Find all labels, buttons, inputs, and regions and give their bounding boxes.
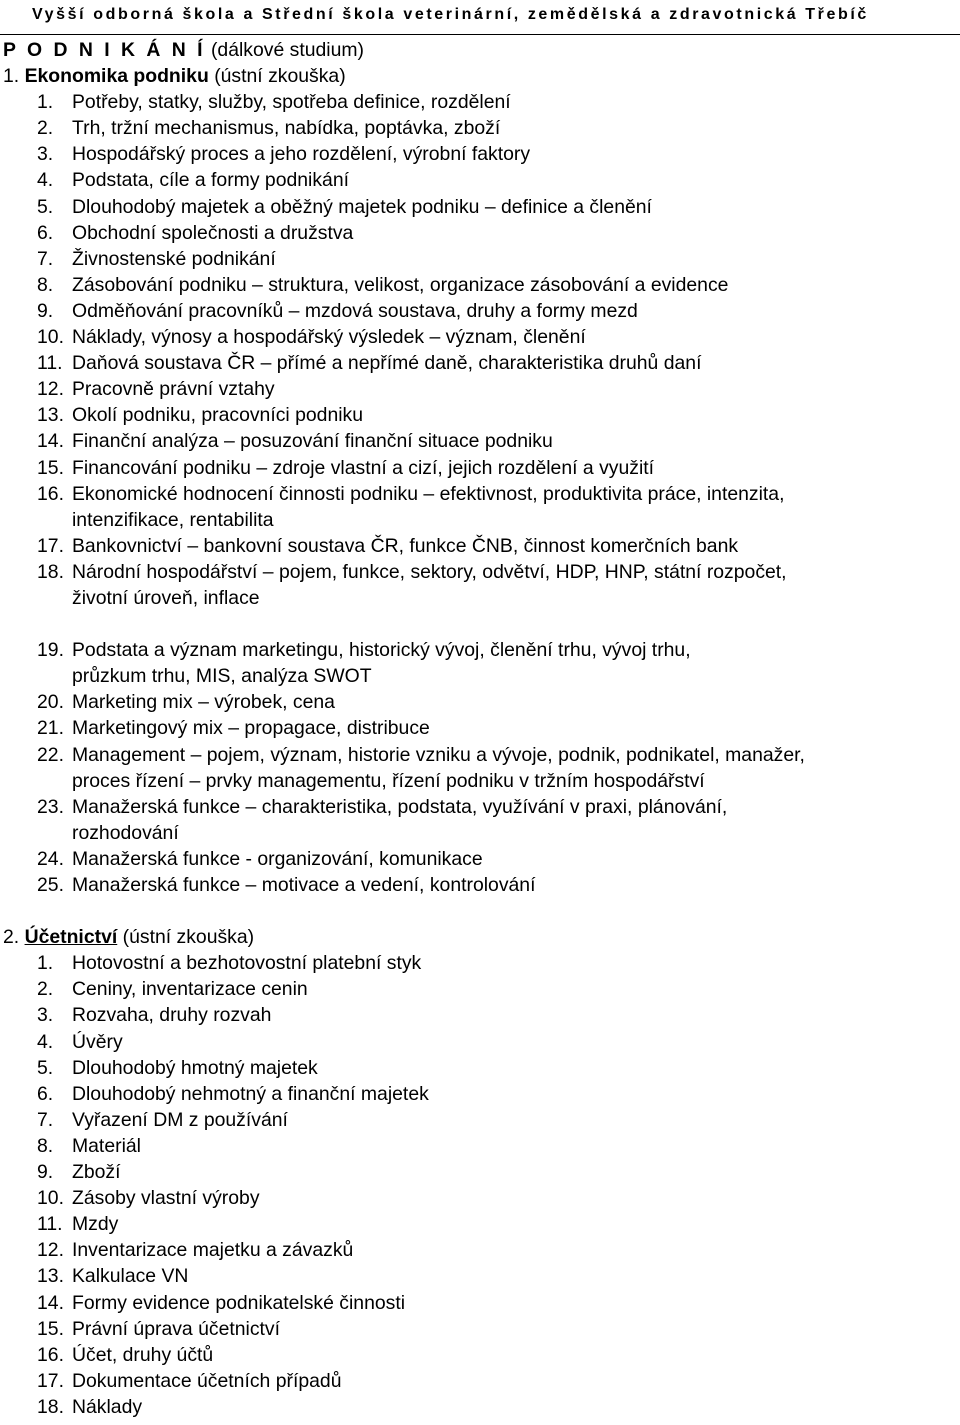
list-item-line	[0, 1394, 960, 1420]
list-item-line	[0, 1368, 960, 1394]
list-item-continuation	[0, 585, 960, 611]
list-item-continuation	[0, 768, 960, 794]
list-item-number: 13.	[37, 1265, 64, 1288]
list-item-number: 16.	[37, 482, 64, 505]
list-item	[0, 794, 960, 846]
list-item-line	[0, 89, 960, 115]
list-item-line	[0, 115, 960, 141]
list-item-number: 8.	[37, 273, 54, 296]
list-item	[0, 194, 960, 220]
list-item	[0, 428, 960, 454]
list-item-number: 17.	[37, 1369, 64, 1392]
list-item	[0, 1316, 960, 1342]
list-item-line	[0, 167, 960, 193]
list-item-line	[0, 533, 960, 559]
list-item	[0, 1394, 960, 1420]
list-item	[0, 246, 960, 272]
list-item-line	[0, 715, 960, 741]
list-item-number: 17.	[37, 534, 64, 557]
section-heading	[0, 63, 960, 89]
list-item	[0, 715, 960, 741]
list-item-line	[0, 350, 960, 376]
list-item-number: 24.	[37, 847, 64, 870]
list-item-line	[0, 428, 960, 454]
list-item-number: 15.	[37, 1317, 64, 1340]
list-item	[0, 1055, 960, 1081]
list-item-line	[0, 846, 960, 872]
list-item-number: 21.	[37, 717, 64, 740]
list-item-text: Úvěry	[72, 1030, 123, 1053]
list-item-line	[0, 298, 960, 324]
list-item-line	[0, 481, 960, 507]
list-item-number: 12.	[37, 1239, 64, 1262]
list-item-number: 11.	[37, 1213, 63, 1236]
list-item	[0, 167, 960, 193]
list-item-line	[0, 194, 960, 220]
list-item-line	[0, 1133, 960, 1159]
list-item-text: Živnostenské podnikání	[72, 247, 276, 270]
list-item-text: Dlouhodobý majetek a oběžný majetek podniku – definice a členění	[72, 195, 652, 218]
list-item-text: Vyřazení DM z používání	[72, 1108, 288, 1131]
section-number: 1.	[3, 65, 20, 88]
list-item-text: rozhodování	[72, 821, 179, 844]
list-item	[0, 637, 960, 689]
list-item-text: Rozvaha, druhy rozvah	[72, 1004, 272, 1027]
list-item	[0, 1237, 960, 1263]
list-item-text: Dlouhodobý hmotný majetek	[72, 1056, 318, 1079]
list-item-number: 25.	[37, 874, 64, 896]
list-item-continuation	[0, 820, 960, 846]
list-item-line	[0, 1342, 960, 1368]
list-item-text: Účet, druhy účtů	[72, 1343, 214, 1366]
list-item-number: 14.	[37, 1291, 64, 1314]
list-item-continuation	[0, 507, 960, 533]
list-item-line	[0, 1237, 960, 1263]
list-item-text: Management – pojem, význam, historie vzniku a vývoje, podnik, podnikatel, manažer,	[72, 743, 805, 766]
list-item-continuation	[0, 663, 960, 689]
list-item-line	[0, 455, 960, 481]
list-item-text: Zásobování podniku – struktura, velikost, organizace zásobování a evidence	[72, 273, 729, 296]
list-item-number: 4.	[37, 1030, 54, 1053]
list-item-number: 2.	[37, 978, 54, 1001]
section-note: (ústní zkouška)	[122, 926, 255, 949]
list-item-text: Manažerská funkce – charakteristika, podstata, využívání v praxi, plánování,	[72, 795, 728, 818]
list-item-line	[0, 950, 960, 976]
section-title: Účetnictví	[24, 926, 118, 949]
list-item	[0, 1263, 960, 1289]
section-note: (ústní zkouška)	[214, 65, 346, 88]
list-item-text: Náklady, výnosy a hospodářský výsledek – význam, členění	[72, 326, 586, 349]
list-item	[0, 1107, 960, 1133]
list-item	[0, 1081, 960, 1107]
list-item-text: Hospodářský proces a jeho rozdělení, výrobní faktory	[72, 143, 531, 166]
list-item-text: Dlouhodobý nehmotný a finanční majetek	[72, 1082, 429, 1105]
document-body	[0, 37, 960, 1420]
list-item-line	[0, 220, 960, 246]
list-item-text: Podstata, cíle a formy podnikání	[72, 169, 350, 192]
list-item-text: proces řízení – prvky managementu, řízení podniku v tržním hospodářství	[72, 769, 705, 792]
list-item	[0, 846, 960, 872]
list-item-number: 5.	[37, 195, 54, 218]
list-item-line	[0, 742, 960, 768]
list-item	[0, 1002, 960, 1028]
list-item-number: 18.	[37, 1395, 64, 1418]
page-header	[0, 0, 960, 35]
list-item-number: 5.	[37, 1056, 54, 1079]
list-item-number: 1.	[37, 91, 54, 114]
list-item	[0, 742, 960, 794]
list-item	[0, 1211, 960, 1237]
list-item-text: Manažerská funkce - organizování, komunikace	[72, 847, 483, 870]
list-item-line	[0, 376, 960, 402]
list-item-line	[0, 141, 960, 167]
list-item	[0, 141, 960, 167]
list-item-text: Odměňování pracovníků – mzdová soustava, druhy a formy mezd	[72, 299, 638, 322]
list-item-line	[0, 872, 960, 898]
list-item-number: 3.	[37, 1004, 54, 1027]
list-item-text: Potřeby, statky, služby, spotřeba definice, rozdělení	[72, 91, 511, 114]
section-2	[0, 898, 960, 1420]
list-item-text: Bankovnictví – bankovní soustava ČR, funkce ČNB, činnost komerčních bank	[72, 534, 739, 557]
list-item-line	[0, 1055, 960, 1081]
list-item-text: Inventarizace majetku a závazků	[72, 1239, 354, 1262]
list-item	[0, 350, 960, 376]
list-item	[0, 324, 960, 350]
list-item-line	[0, 1107, 960, 1133]
list-item	[0, 1342, 960, 1368]
list-item-text: Ekonomické hodnocení činnosti podniku – efektivnost, produktivita práce, intenzita,	[72, 482, 785, 505]
sections-container	[0, 63, 960, 1420]
list-item-line	[0, 272, 960, 298]
document-title	[0, 37, 960, 63]
list-item	[0, 89, 960, 115]
list-item-text: Finanční analýza – posuzování finanční situace podniku	[72, 430, 553, 453]
list-item-number: 14.	[37, 430, 64, 453]
list-item-number: 22.	[37, 743, 64, 766]
list-item-text: průzkum trhu, MIS, analýza SWOT	[72, 665, 372, 688]
list-item-line	[0, 689, 960, 715]
list-item	[0, 1159, 960, 1185]
list-item-line	[0, 976, 960, 1002]
list-item-number: 20.	[37, 691, 64, 714]
list-item-number: 18.	[37, 560, 64, 583]
list-item-text: Marketing mix – výrobek, cena	[72, 691, 335, 714]
list-item-text: Mzdy	[72, 1213, 119, 1236]
list-item-text: Ceniny, inventarizace cenin	[72, 978, 308, 1001]
list-item-number: 9.	[37, 299, 54, 322]
list-item	[0, 272, 960, 298]
list-item-number: 7.	[37, 1108, 54, 1131]
list-item-text: Zboží	[72, 1161, 121, 1184]
list-item-line	[0, 402, 960, 428]
list-item-number: 10.	[37, 1187, 64, 1210]
list-item-number: 4.	[37, 169, 54, 192]
list-item-number: 6.	[37, 1082, 54, 1105]
list-item	[0, 1368, 960, 1394]
list-item-number: 16.	[37, 1343, 64, 1366]
list-item	[0, 689, 960, 715]
list-item-line	[0, 1002, 960, 1028]
list-item	[0, 1290, 960, 1316]
list-item	[0, 1185, 960, 1211]
list-item-number: 12.	[37, 378, 64, 401]
list-item-text: Pracovně právní vztahy	[72, 378, 275, 401]
list-item-text: Materiál	[72, 1134, 141, 1157]
list-item	[0, 950, 960, 976]
list-item-text: Národní hospodářství – pojem, funkce, sektory, odvětví, HDP, HNP, státní rozpočet,	[72, 560, 787, 583]
section-gap	[0, 898, 960, 924]
list-item-line	[0, 1263, 960, 1289]
list-item-number: 13.	[37, 404, 64, 427]
list-item	[0, 376, 960, 402]
list-item-number: 1.	[37, 952, 54, 975]
list-gap	[0, 611, 960, 637]
list-item-text: Kalkulace VN	[72, 1265, 189, 1288]
list-item-text: Okolí podniku, pracovníci podniku	[72, 404, 364, 427]
list-item	[0, 1133, 960, 1159]
list-item	[0, 872, 960, 898]
list-item	[0, 402, 960, 428]
list-item-text: Marketingový mix – propagace, distribuce	[72, 717, 430, 740]
list-item	[0, 455, 960, 481]
section-1	[0, 63, 960, 898]
list-item-line	[0, 1081, 960, 1107]
list-item-line	[0, 1185, 960, 1211]
list-item-text: Obchodní společnosti a družstva	[72, 221, 354, 244]
list-item-line	[0, 637, 960, 663]
list-item-line	[0, 1159, 960, 1185]
list-item-line	[0, 1290, 960, 1316]
list-item-text: Hotovostní a bezhotovostní platební styk	[72, 952, 422, 975]
list-item	[0, 533, 960, 559]
document-title-suffix: (dálkové studium)	[210, 39, 364, 61]
list-item	[0, 220, 960, 246]
list-item-line	[0, 1029, 960, 1055]
list-item-number: 19.	[37, 639, 64, 662]
section-number: 2.	[3, 926, 20, 949]
list-item-text: Formy evidence podnikatelské činnosti	[72, 1291, 406, 1314]
list-item-number: 10.	[37, 326, 64, 349]
list-item-text: intenzifikace, rentabilita	[72, 508, 274, 531]
list-item-text: Financování podniku – zdroje vlastní a cizí, jejich rozdělení a využití	[72, 456, 655, 479]
list-item-line	[0, 1316, 960, 1342]
section-heading	[0, 924, 960, 950]
list-item-number: 7.	[37, 247, 54, 270]
list-item-line	[0, 1211, 960, 1237]
section-title: Ekonomika podniku	[24, 65, 209, 88]
list-item-number: 2.	[37, 117, 54, 140]
school-name: Vyšší odborná škola a Střední škola veterinární, zemědělská a zdravotnická Třebíč	[32, 6, 869, 23]
document-title-text: P O D N I K Á N Í	[3, 39, 206, 61]
list-item-line	[0, 559, 960, 585]
list-item-number: 8.	[37, 1134, 54, 1157]
list-item-line	[0, 794, 960, 820]
list-item-text: Náklady	[72, 1395, 143, 1418]
list-item-number: 9.	[37, 1161, 54, 1184]
list-item-text: životní úroveň, inflace	[72, 586, 260, 609]
list-item-text: Podstata a význam marketingu, historický vývoj, členění trhu, vývoj trhu,	[72, 639, 691, 662]
list-item-text: Manažerská funkce – motivace a vedení, kontrolování	[72, 874, 536, 896]
list-item	[0, 298, 960, 324]
list-item-number: 23.	[37, 795, 64, 818]
list-item-number: 15.	[37, 456, 64, 479]
list-item-text: Trh, tržní mechanismus, nabídka, poptávka, zboží	[72, 117, 501, 140]
list-item-text: Zásoby vlastní výroby	[72, 1187, 260, 1210]
list-item-number: 11.	[37, 352, 63, 375]
list-item	[0, 559, 960, 611]
list-item-line	[0, 324, 960, 350]
list-item	[0, 976, 960, 1002]
list-item-text: Daňová soustava ČR – přímé a nepřímé daně, charakteristika druhů daní	[72, 352, 702, 375]
list-item-number: 3.	[37, 143, 54, 166]
list-item-line	[0, 246, 960, 272]
list-item	[0, 1029, 960, 1055]
list-item-number: 6.	[37, 221, 54, 244]
list-item-text: Právní úprava účetnictví	[72, 1317, 281, 1340]
list-item	[0, 481, 960, 533]
list-item-text: Dokumentace účetních případů	[72, 1369, 342, 1392]
list-item	[0, 115, 960, 141]
